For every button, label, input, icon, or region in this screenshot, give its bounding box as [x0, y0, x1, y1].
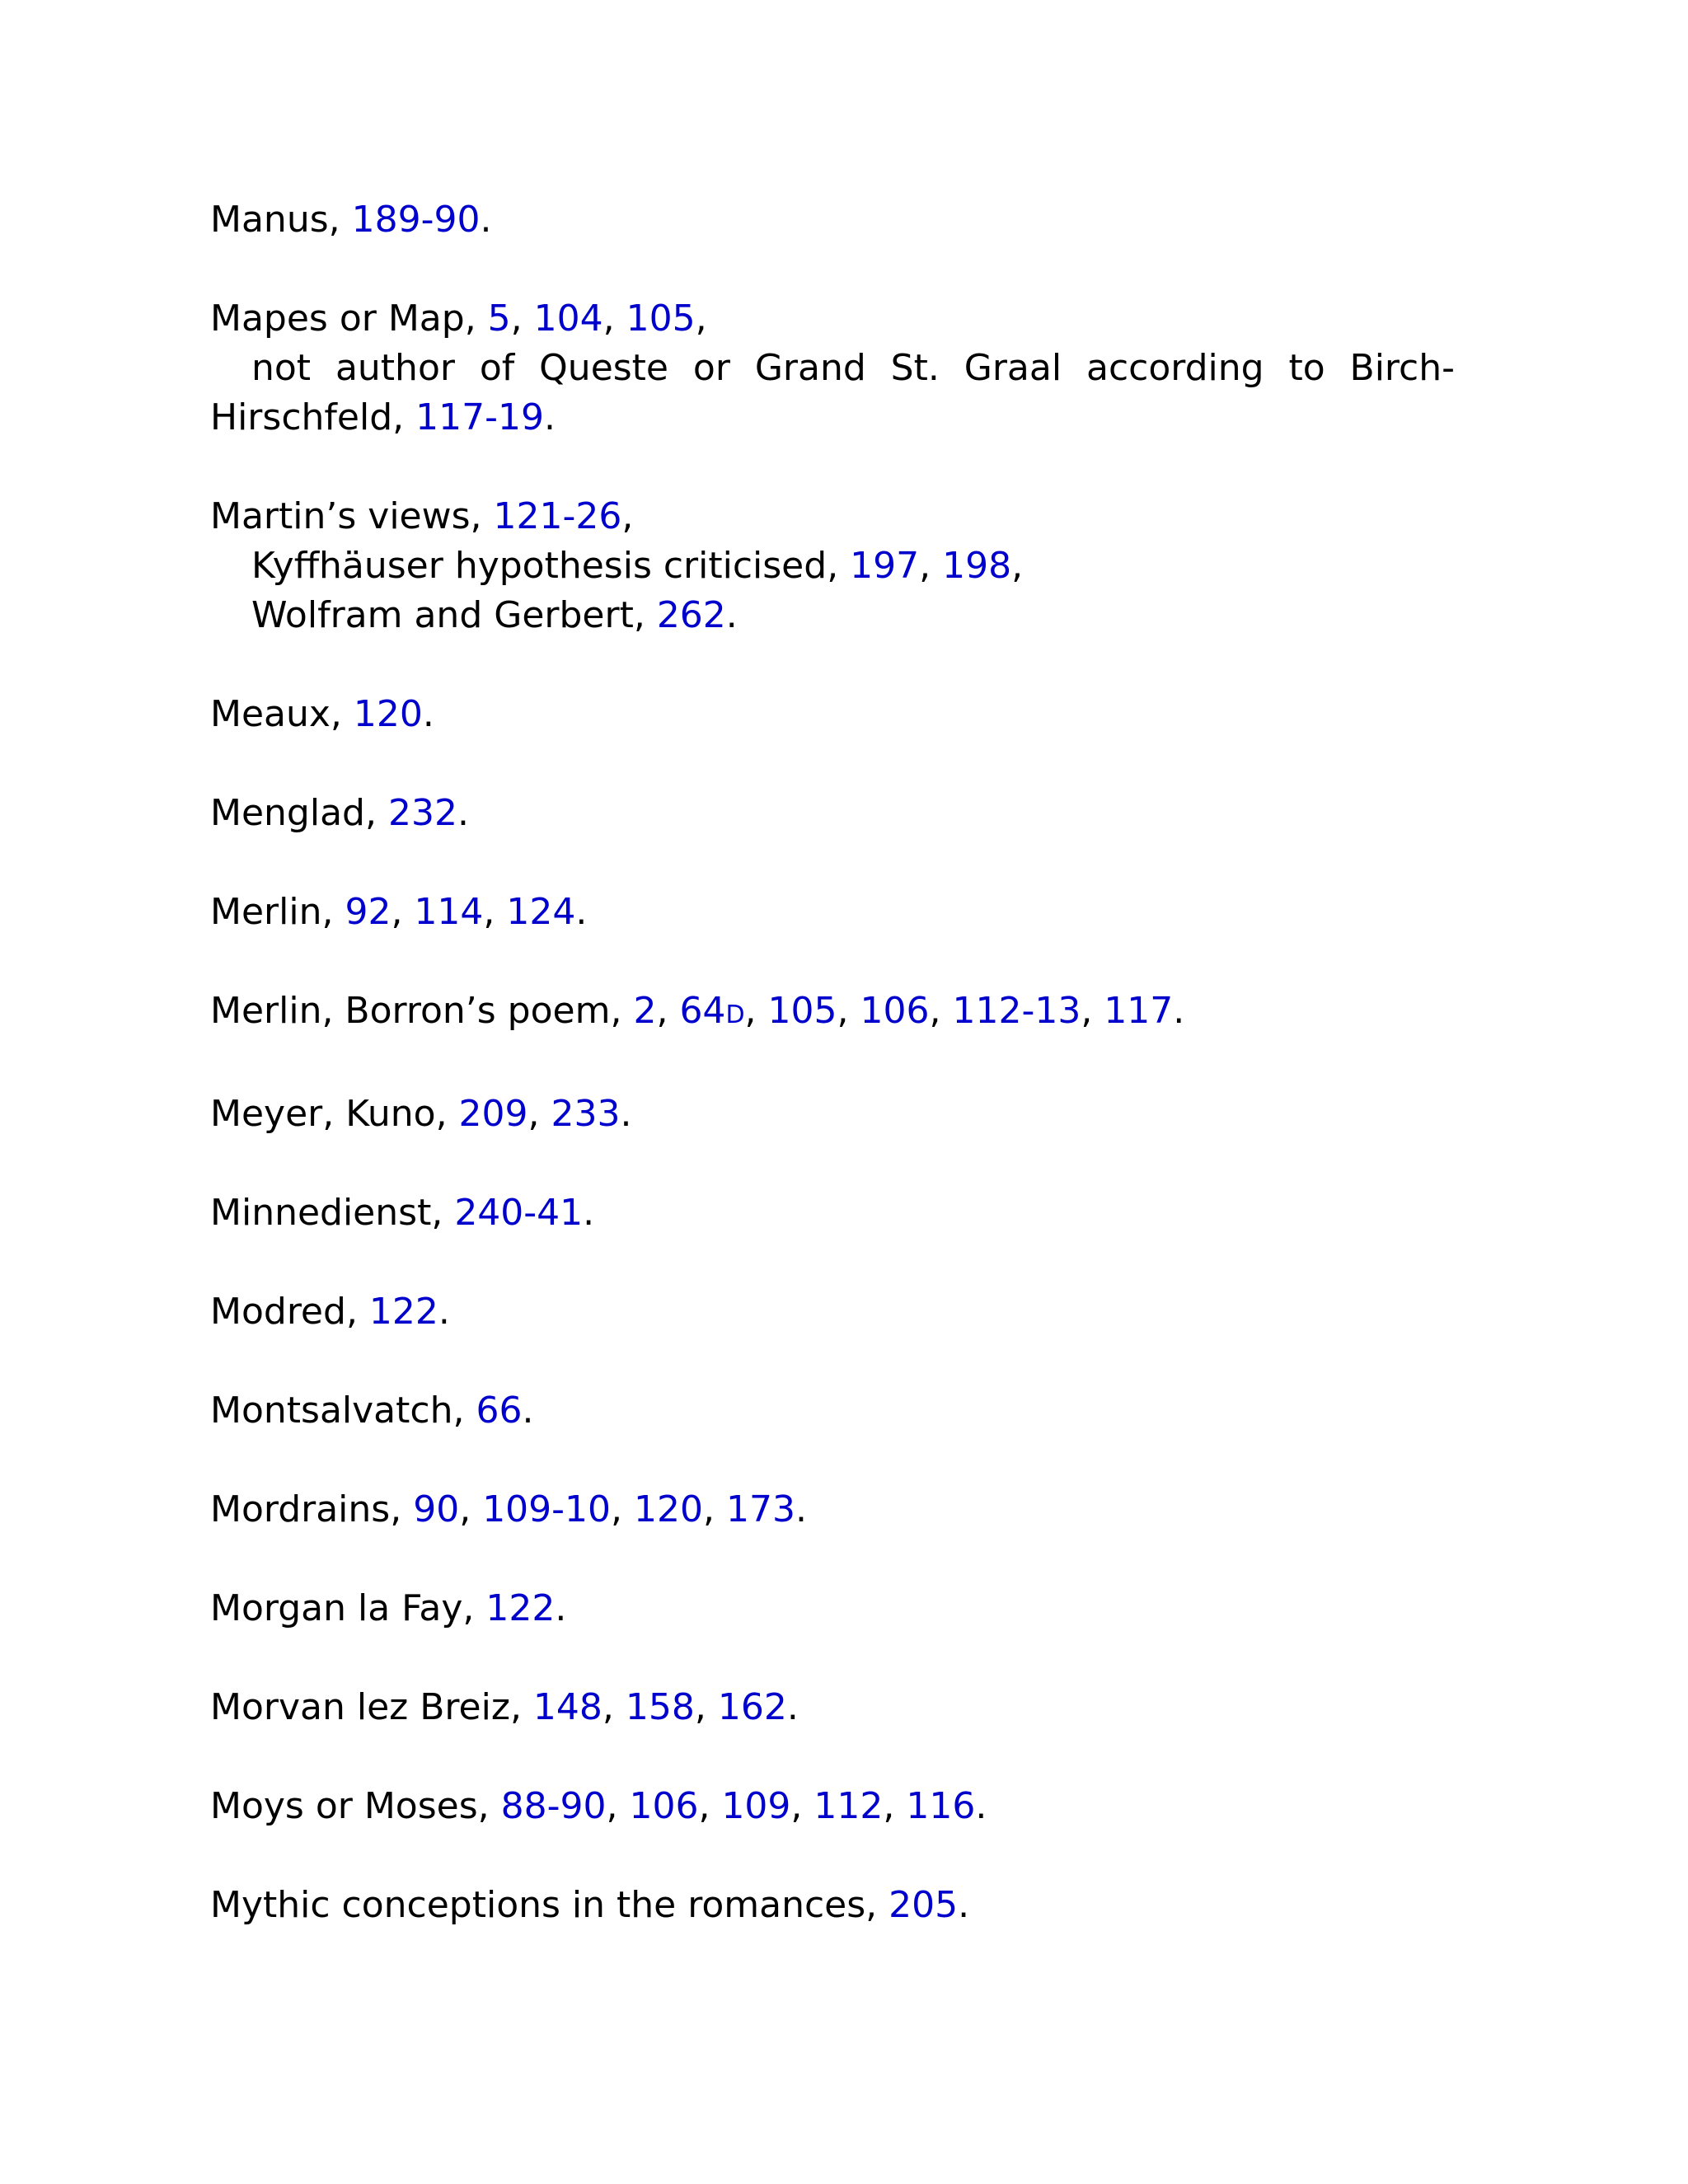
- entry-line: Mordrains, 90, 109-10, 120, 173.: [210, 1488, 807, 1530]
- subentry-continuation: Hirschfeld, 117-19.: [210, 396, 556, 438]
- entry-term: Manus: [210, 199, 329, 241]
- index-entry-meaux: [210, 690, 1455, 739]
- entry-line: Morvan lez Breiz, 148, 158, 162.: [210, 1686, 799, 1728]
- entry-term: Modred: [210, 1291, 346, 1333]
- entry-term: Mapes or Map: [210, 298, 465, 340]
- entry-line: Minnedienst, 240-41.: [210, 1192, 595, 1234]
- page-ref-link[interactable]: 198: [942, 545, 1012, 587]
- page-ref-number: 64: [679, 990, 726, 1032]
- entry-line: Menglad, 232.: [210, 792, 469, 834]
- entry-term: Merlin, Borron’s poem: [210, 990, 611, 1032]
- entry-line: Moys or Moses, 88-90, 106, 109, 112, 116.: [210, 1785, 987, 1827]
- index-entry-mythic: [210, 1881, 1455, 1930]
- entry-line: Mapes or Map, 5, 104, 105,: [210, 298, 707, 340]
- page-ref-link[interactable]: 66: [476, 1390, 523, 1432]
- entry-line: Martin’s views, 121-26,: [210, 495, 634, 537]
- page-ref-link[interactable]: 120: [634, 1488, 704, 1530]
- page-ref-link[interactable]: 109-10: [482, 1488, 612, 1530]
- page-ref-suffix: D: [725, 1001, 745, 1029]
- page-ref-link[interactable]: 122: [485, 1587, 556, 1629]
- entry-line: Montsalvatch, 66.: [210, 1390, 534, 1432]
- page-ref-link[interactable]: [679, 990, 744, 1032]
- index-entry-meyer: [210, 1090, 1455, 1139]
- entry-line: Meaux, 120.: [210, 693, 434, 735]
- page-ref-link[interactable]: 112: [814, 1785, 884, 1827]
- entry-term: Meyer, Kuno: [210, 1093, 436, 1135]
- subentry-text: not author of Queste or Grand St. Graal according to Birch-: [251, 347, 1455, 389]
- page-ref-link[interactable]: 173: [726, 1488, 795, 1530]
- page-ref-link[interactable]: 124: [506, 891, 576, 933]
- index-entry-morgan: [210, 1584, 1455, 1633]
- subentry-line: Kyffhäuser hypothesis criticised, 197, 198,: [251, 545, 1024, 587]
- index-entry-montsalvatch: [210, 1386, 1455, 1436]
- page-ref-link[interactable]: 92: [345, 891, 392, 933]
- page-ref-link[interactable]: 240-41: [454, 1192, 584, 1234]
- entry-term: Menglad: [210, 792, 365, 834]
- entry-line: Merlin, 92, 114, 124.: [210, 891, 588, 933]
- entry-term: Mordrains: [210, 1488, 391, 1530]
- index-entry-merlin: [210, 888, 1455, 937]
- page-ref-link[interactable]: 88-90: [500, 1785, 607, 1827]
- entry-term: Morvan lez Breiz: [210, 1686, 510, 1728]
- index-entry-mapes: [210, 294, 1455, 443]
- index-entry-modred: [210, 1287, 1455, 1337]
- page-ref-link[interactable]: 117: [1104, 990, 1174, 1032]
- page-ref-link[interactable]: 158: [625, 1686, 695, 1728]
- index-entry-menglad: [210, 789, 1455, 838]
- page-ref-link[interactable]: 5: [487, 298, 511, 340]
- index-entry-martin: [210, 492, 1455, 640]
- page-ref-link[interactable]: 106: [629, 1785, 699, 1827]
- page-ref-link[interactable]: 232: [387, 792, 457, 834]
- page-ref-link[interactable]: 189-90: [351, 199, 481, 241]
- index-entry-mordrains: [210, 1485, 1455, 1535]
- entry-line: Merlin, Borron’s poem, 2, 64D, 105, 106, 112-13, 117.: [210, 990, 1185, 1032]
- entry-term: Minnedienst: [210, 1192, 432, 1234]
- index-page: [210, 195, 1455, 1980]
- entry-term: Morgan la Fay: [210, 1587, 463, 1629]
- entry-line: Morgan la Fay, 122.: [210, 1587, 567, 1629]
- page-ref-link[interactable]: 2: [633, 990, 657, 1032]
- page-ref-link[interactable]: 120: [353, 693, 423, 735]
- page-ref-link[interactable]: 116: [906, 1785, 976, 1827]
- page-ref-link[interactable]: 114: [414, 891, 484, 933]
- index-entry-merlin-borron: [210, 987, 1455, 1040]
- entry-term: Merlin: [210, 891, 322, 933]
- page-ref-link[interactable]: 205: [889, 1884, 959, 1926]
- page-ref-link[interactable]: 209: [458, 1093, 528, 1135]
- entry-term: Martin’s views: [210, 495, 471, 537]
- page-ref-link[interactable]: 105: [626, 298, 696, 340]
- index-entry-manus: [210, 195, 1455, 245]
- entry-line: Mythic conceptions in the romances, 205.: [210, 1884, 970, 1926]
- page-ref-link[interactable]: 262: [656, 594, 726, 636]
- page-ref-link[interactable]: 197: [850, 545, 920, 587]
- subentry-line: Wolfram and Gerbert, 262.: [251, 594, 738, 636]
- page-ref-link[interactable]: 104: [533, 298, 603, 340]
- entry-term: Moys or Moses: [210, 1785, 478, 1827]
- entry-line: Meyer, Kuno, 209, 233.: [210, 1093, 632, 1135]
- page-ref-link[interactable]: 112-13: [952, 990, 1081, 1032]
- page-ref-link[interactable]: 122: [368, 1291, 438, 1333]
- entry-term: Mythic conceptions in the romances: [210, 1884, 866, 1926]
- index-entry-moys: [210, 1782, 1455, 1831]
- subentry-text: Wolfram and Gerbert: [251, 594, 634, 636]
- page-ref-link[interactable]: 106: [860, 990, 930, 1032]
- index-entry-minnedienst: [210, 1188, 1455, 1238]
- page-ref-link[interactable]: 90: [413, 1488, 460, 1530]
- page-ref-link[interactable]: 117-19: [415, 396, 544, 438]
- entry-term: Montsalvatch: [210, 1390, 453, 1432]
- page-ref-link[interactable]: 148: [532, 1686, 603, 1728]
- subentry-cont-text: Hirschfeld: [210, 396, 393, 438]
- page-ref-link[interactable]: 162: [717, 1686, 787, 1728]
- subentry-text: Kyffhäuser hypothesis criticised: [251, 545, 828, 587]
- entry-term: Meaux: [210, 693, 331, 735]
- entry-line: Manus, 189-90.: [210, 199, 492, 241]
- index-entry-morvan: [210, 1683, 1455, 1732]
- page-ref-link[interactable]: 105: [767, 990, 837, 1032]
- page-ref-link[interactable]: 121-26: [493, 495, 622, 537]
- entry-line: Modred, 122.: [210, 1291, 450, 1333]
- page-ref-link[interactable]: 109: [721, 1785, 791, 1827]
- page-ref-link[interactable]: 233: [551, 1093, 621, 1135]
